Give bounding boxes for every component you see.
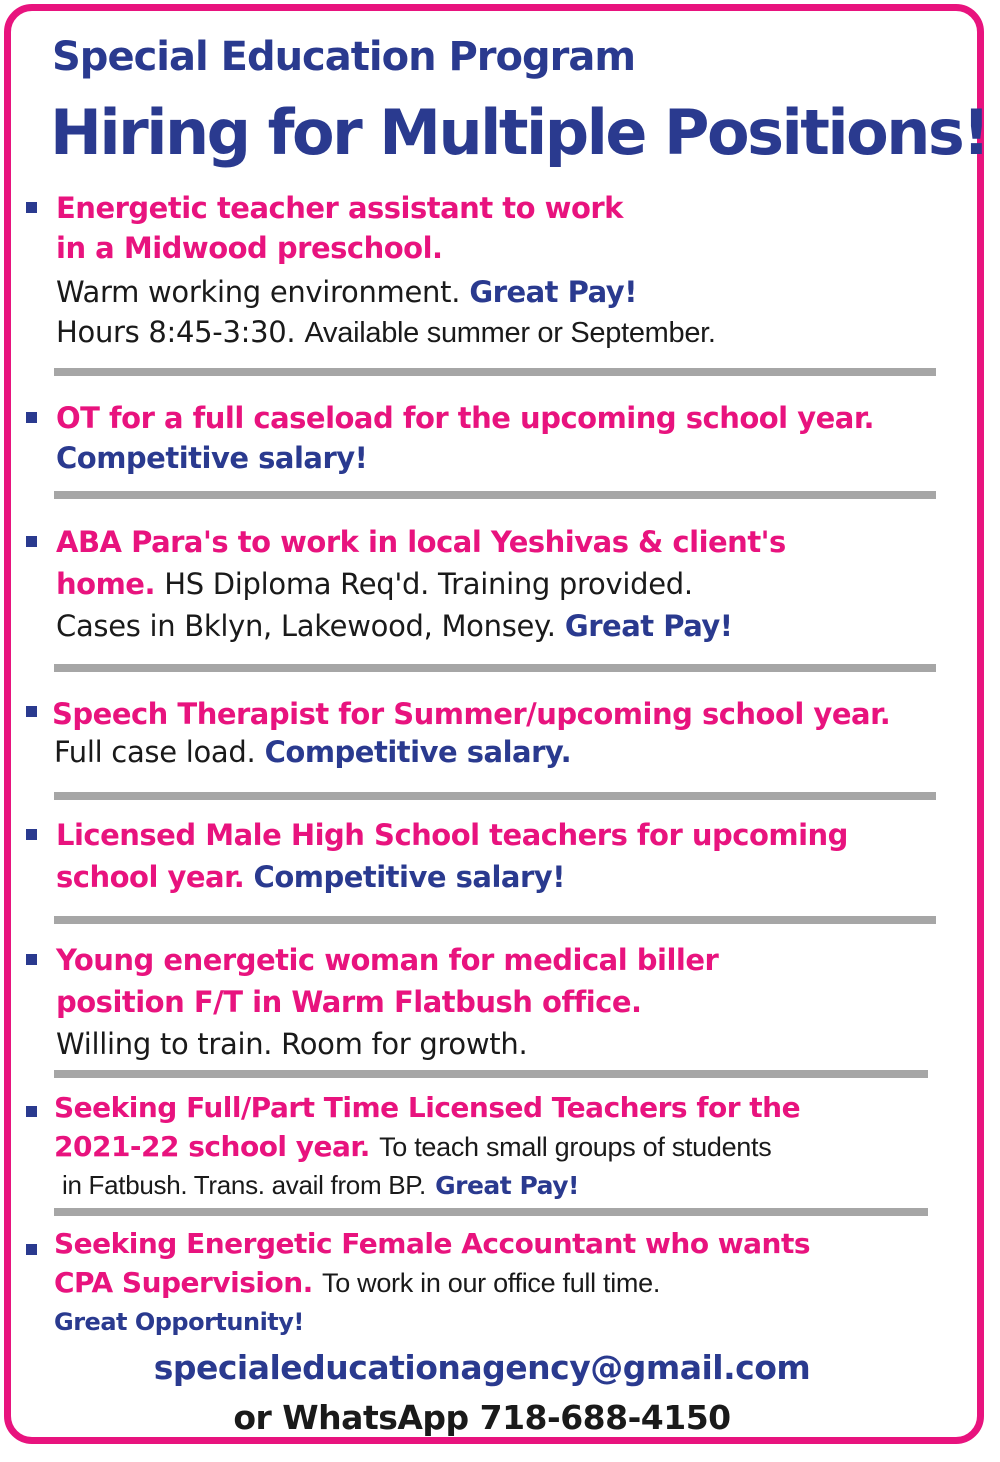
job-pay-highlight: Great Pay!: [435, 1171, 579, 1200]
job-detail-text: in Fatbush. Trans. avail from BP.: [62, 1170, 426, 1200]
job-detail-text: Cases in Bklyn, Lakewood, Monsey.: [56, 609, 556, 643]
job-title-line: Seeking Full/Part Time Licensed Teachers for the: [54, 1091, 801, 1124]
job-title-line: Licensed Male High School teachers for upcoming: [56, 818, 848, 852]
job-title-line: in a Midwood preschool.: [56, 231, 443, 265]
job-title-line: Young energetic woman for medical biller: [56, 943, 719, 977]
bullet-square-icon: [26, 1244, 37, 1255]
section-divider: [54, 916, 936, 924]
job-title-line: home.: [56, 567, 155, 601]
hiring-headline: Hiring for Multiple Positions!: [50, 96, 989, 169]
bullet-square-icon: [26, 202, 37, 213]
bullet-square-icon: [26, 954, 37, 965]
job-detail-text: To work in our office full time.: [322, 1268, 661, 1298]
job-pay-highlight: Competitive salary.: [264, 735, 572, 769]
section-divider: [54, 1208, 928, 1216]
job-pay-highlight: Great Opportunity!: [54, 1308, 304, 1336]
job-title-line: 2021-22 school year.: [54, 1130, 370, 1163]
section-divider: [54, 368, 936, 376]
bullet-square-icon: [26, 706, 37, 717]
job-hours-text: Hours 8:45-3:30.: [56, 315, 296, 349]
job-pay-highlight: Great Pay!: [564, 609, 733, 643]
bullet-square-icon: [26, 829, 37, 840]
job-detail-text: Full case load.: [54, 735, 256, 769]
job-title-line: ABA Para's to work in local Yeshivas & client's: [56, 525, 786, 559]
job-title-line: Speech Therapist for Summer/upcoming school year.: [52, 697, 891, 731]
section-divider: [54, 1070, 928, 1078]
section-divider: [54, 491, 936, 499]
job-title-line: OT for a full caseload for the upcoming school year.: [56, 401, 875, 435]
job-pay-highlight: Competitive salary!: [56, 441, 368, 475]
job-title-line: Energetic teacher assistant to work: [56, 191, 623, 225]
bullet-square-icon: [26, 412, 37, 423]
contact-email[interactable]: specialeducationagency@gmail.com: [153, 1348, 811, 1387]
job-pay-highlight: Competitive salary!: [253, 860, 565, 894]
job-title-line: school year.: [56, 860, 245, 894]
job-detail-text: Warm working environment.: [56, 275, 461, 309]
contact-whatsapp[interactable]: or WhatsApp 718-688-4150: [233, 1398, 731, 1437]
bullet-square-icon: [26, 1106, 37, 1117]
bullet-square-icon: [26, 536, 37, 547]
section-divider: [54, 792, 936, 800]
job-pay-highlight: Great Pay!: [469, 275, 637, 309]
job-title-line: CPA Supervision.: [54, 1266, 313, 1299]
job-detail-text: HS Diploma Req'd. Training provided.: [164, 567, 693, 601]
job-availability-text: Available summer or September.: [304, 317, 716, 349]
job-detail-text: Willing to train. Room for growth.: [56, 1027, 528, 1061]
section-divider: [54, 664, 936, 672]
job-title-line: position F/T in Warm Flatbush office.: [56, 985, 642, 1019]
program-title: Special Education Program: [52, 34, 636, 80]
job-title-line: Seeking Energetic Female Accountant who wants: [54, 1227, 811, 1260]
job-detail-text: To teach small groups of students: [379, 1132, 772, 1162]
